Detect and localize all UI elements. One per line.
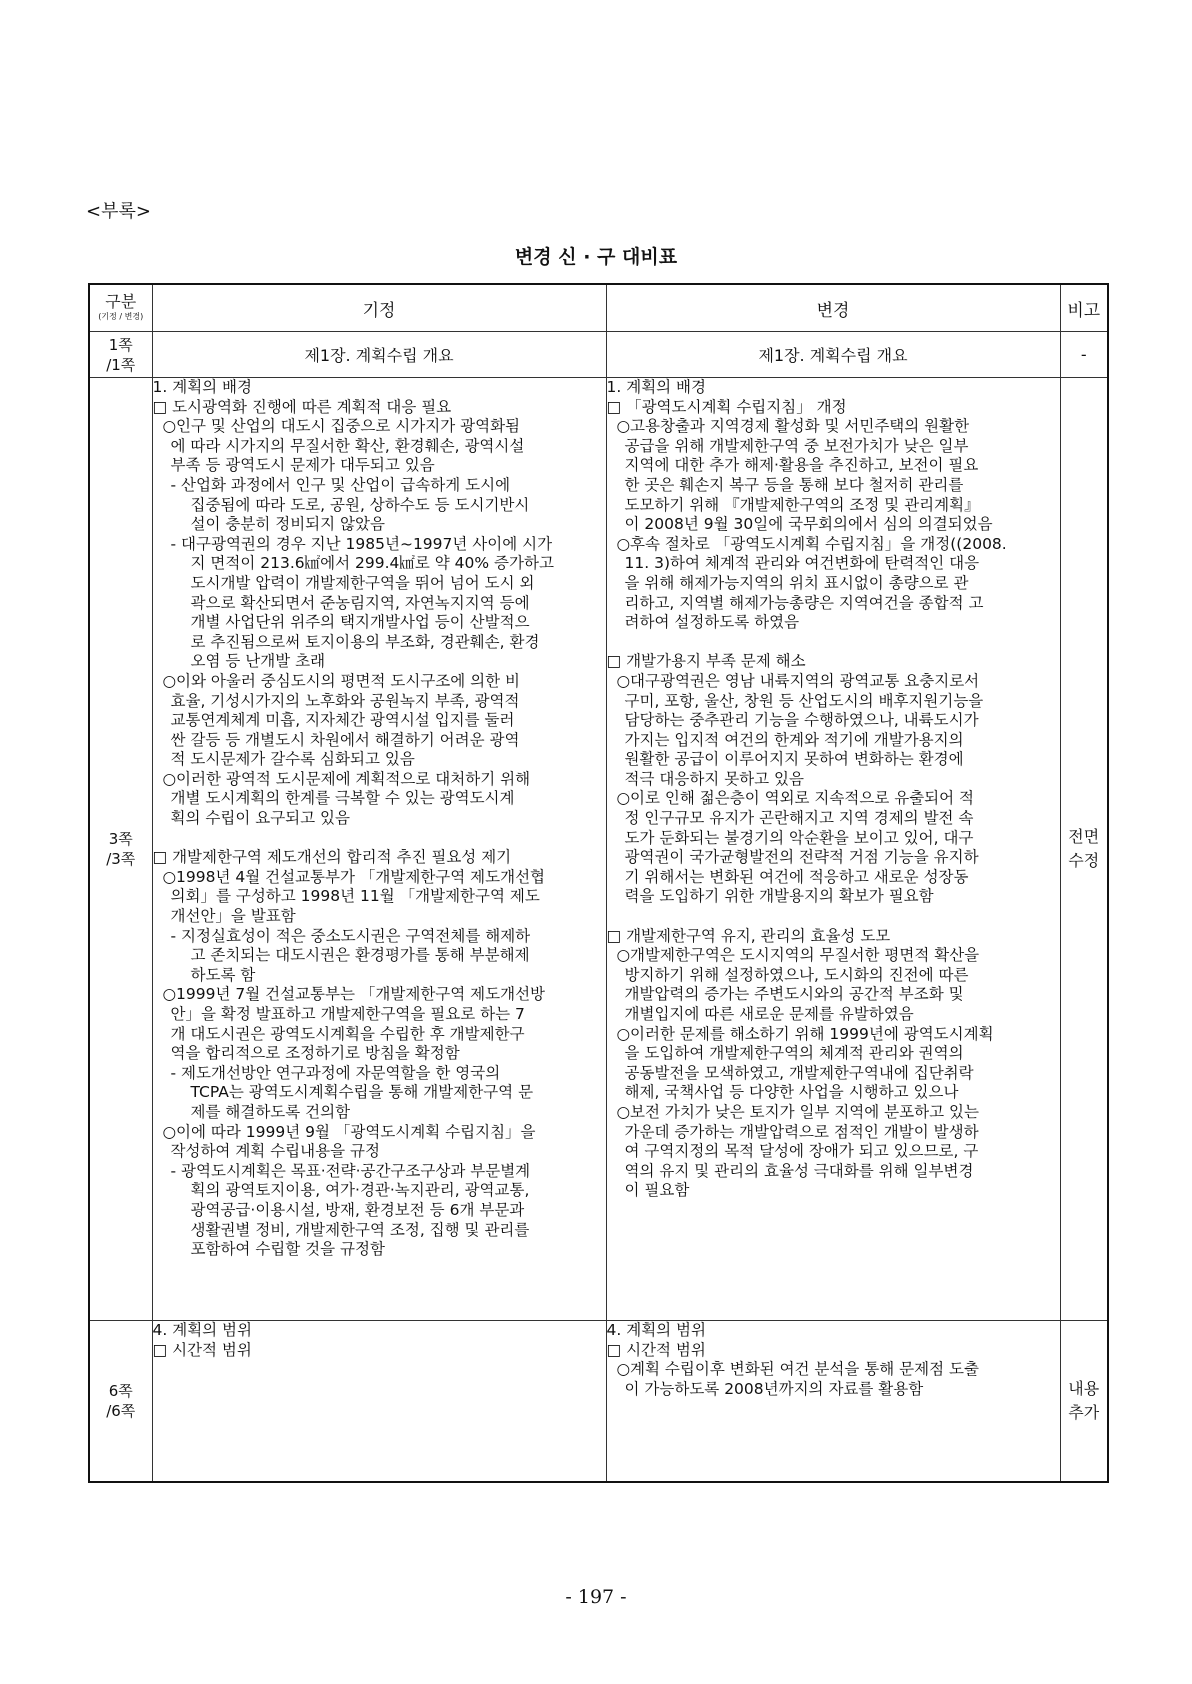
spacer <box>607 907 1060 927</box>
text-line: - 광역도시계획은 목표·전략·공간구조구상과 부문별계 <box>170 1161 531 1180</box>
text-line: 역을 합리적으로 조정하기로 방침을 확정함 <box>170 1044 460 1063</box>
text-line: 한 곳은 훼손지 복구 등을 통해 보다 철저히 관리를 <box>624 475 964 494</box>
row2-new-lines <box>607 378 1060 1201</box>
text-line: 도모하기 위해 『개발제한구역의 조정 및 관리계획』 <box>624 495 980 514</box>
row2-page-b: /3쪽 <box>106 850 136 868</box>
row1-page <box>89 332 152 378</box>
row2-old-lines <box>153 378 606 1260</box>
text-line: TCPA는 광역도시계획수립을 통해 개발제한구역 문 <box>190 1083 534 1102</box>
text-line: ○보전 가치가 낮은 토지가 일부 지역에 분포하고 있는 <box>616 1102 979 1121</box>
row2-note-a: 전면 <box>1068 827 1100 846</box>
text-line: □ 도시광역화 진행에 따른 계획적 대응 필요 <box>152 397 452 416</box>
text-line: 포함하여 수립할 것을 규정함 <box>190 1240 385 1259</box>
text-line: 효율, 기성시가지의 노후화와 공원녹지 부족, 광역적 <box>170 691 520 710</box>
text-line: 적극 대응하지 못하고 있음 <box>624 769 804 788</box>
text-line: 개별입지에 따른 새로운 문제를 유발하였음 <box>624 1005 914 1023</box>
text-line: 하도록 함 <box>190 965 256 984</box>
row2-new-content <box>606 378 1060 1321</box>
header-gubun-sublabel: (기정 / 변경) <box>98 312 144 321</box>
text-line: 개 대도시권은 광역도시계획을 수립한 후 개발제한구 <box>170 1024 525 1043</box>
text-line: 해제, 국책사업 등 다양한 사업을 시행하고 있으나 <box>624 1083 959 1102</box>
text-line: 기 위해서는 변화된 여건에 적응하고 새로운 성장동 <box>624 867 969 886</box>
row2-note <box>1060 378 1108 1321</box>
row2-page-a: 3쪽 <box>108 830 133 848</box>
text-line: 곽으로 확산되면서 준농림지역, 자연녹지지역 등에 <box>190 593 530 612</box>
text-line: - 제도개선방안 연구과정에 자문역할을 한 영국의 <box>170 1063 501 1082</box>
text-line: 1. 계획의 배경 <box>152 378 253 396</box>
text-line: ○계획 수립이후 변화된 여건 분석을 통해 문제점 도출 <box>616 1360 979 1379</box>
text-line: ○이러한 광역적 도시문제에 계획적으로 대처하기 위해 <box>162 769 531 788</box>
text-line: 집중됨에 따라 도로, 공원, 상하수도 등 도시기반시 <box>190 495 530 514</box>
row3-note-a: 내용 <box>1068 1378 1100 1398</box>
text-line: 4. 계획의 범위 <box>606 1321 707 1339</box>
text-line: 도시개발 압력이 개발제한구역을 뛰어 넘어 도시 외 <box>190 573 535 592</box>
text-line: ○인구 및 산업의 대도시 집중으로 시가지가 광역화됨 <box>162 417 521 436</box>
text-line: □ 개발제한구역 유지, 관리의 효율성 도모 <box>606 926 891 945</box>
document-title: 변경 신 · 구 대비표 <box>514 246 678 268</box>
row3-page-a: 6쪽 <box>108 1381 133 1400</box>
text-line: □ 시간적 범위 <box>152 1340 252 1359</box>
text-line: 광역권이 국가균형발전의 전략적 거점 기능을 유지하 <box>624 848 979 867</box>
text-line: 가지는 입지적 여건의 한계와 적기에 개발가용지의 <box>624 730 964 749</box>
text-line: 을 위해 해제가능지역의 위치 표시없이 총량으로 관 <box>624 573 969 592</box>
text-line: - 지정실효성이 적은 중소도시권은 구역전체를 해제하 <box>170 926 531 945</box>
text-line: 오염 등 난개발 초래 <box>190 652 326 671</box>
header-gubun-label: 구분 <box>105 292 137 311</box>
text-line: 설이 충분히 정비되지 않았음 <box>190 515 385 534</box>
row3-new-lines <box>607 1321 1060 1399</box>
header-old: 기정 <box>152 284 606 332</box>
text-line: 을 도입하여 개발제한구역의 체계적 관리와 권역의 <box>624 1044 964 1063</box>
row3-old-lines <box>153 1321 606 1360</box>
text-line: 원활한 공급이 이루어지지 못하여 변화하는 환경에 <box>624 750 964 769</box>
row2-note-b: 수정 <box>1068 851 1100 870</box>
text-line: 리하고, 지역별 해제가능총량은 지역여건을 종합적 고 <box>624 593 984 612</box>
text-line: 력을 도입하기 위한 개발용지의 확보가 필요함 <box>624 887 934 906</box>
row2-page <box>89 378 152 1321</box>
row1-note: - <box>1060 332 1108 378</box>
header-new: 변경 <box>606 284 1060 332</box>
text-line: 가운데 증가하는 개발압력으로 점적인 개발이 발생하 <box>624 1122 979 1141</box>
appendix-label: <부록> <box>86 201 151 222</box>
text-line: 에 따라 시가지의 무질서한 확산, 환경훼손, 광역시설 <box>170 436 525 455</box>
text-line: 광역공급·이용시설, 방재, 환경보전 등 6개 부문과 <box>190 1200 525 1219</box>
header-note: 비고 <box>1060 284 1108 332</box>
text-line: 작성하여 계획 수립내용을 규정 <box>170 1142 380 1161</box>
text-line: □ 시간적 범위 <box>606 1340 706 1359</box>
text-line: 싼 갈등 등 개별도시 차원에서 해결하기 어려운 광역 <box>170 730 520 749</box>
text-line: 획의 광역토지이용, 여가·경관·녹지관리, 광역교통, <box>190 1181 530 1200</box>
text-line: 려하여 설정하도록 하였음 <box>624 613 800 632</box>
text-line: ○이로 인해 젊은층이 역외로 지속적으로 유출되어 적 <box>616 789 975 808</box>
row1-page-a: 1쪽 <box>108 335 133 354</box>
text-line: □ 「광역도시계획 수립지침」 개정 <box>606 397 847 416</box>
text-line: □ 개발가용지 부족 문제 해소 <box>606 652 806 671</box>
text-line: ○대구광역권은 영남 내륙지역의 광역교통 요충지로서 <box>616 671 980 690</box>
text-line: ○고용창출과 지역경제 활성화 및 서민주택의 원활한 <box>616 417 970 436</box>
row3-page-b: /6쪽 <box>106 1401 136 1420</box>
text-line: 이 2008년 9월 30일에 국무회의에서 심의 의결되었음 <box>624 515 993 534</box>
spacer <box>607 633 1060 653</box>
text-line: 방지하기 위해 설정하였으나, 도시화의 진전에 따른 <box>624 965 969 984</box>
text-line: 이 가능하도록 2008년까지의 자료를 활용함 <box>624 1379 924 1398</box>
text-line: 고 존치되는 대도시권은 환경평가를 통해 부분해제 <box>190 946 530 965</box>
text-line: ○이와 아울러 중심도시의 평면적 도시구조에 의한 비 <box>162 671 521 690</box>
text-line: 4. 계획의 범위 <box>152 1321 253 1339</box>
text-line: 공동발전을 모색하였고, 개발제한구역내에 집단취락 <box>624 1063 974 1082</box>
row3-old-content <box>152 1321 606 1482</box>
page-number: - 197 - <box>565 1586 627 1608</box>
text-line: 역의 유지 및 관리의 효율성 극대화를 위해 일부변경 <box>624 1161 974 1180</box>
text-line: 개별 도시계획의 한계를 극복할 수 있는 광역도시계 <box>170 789 515 808</box>
text-line: 지 면적이 213.6㎢에서 299.4㎢로 약 40% 증가하고 <box>190 554 554 573</box>
text-line: 11. 3)하여 체계적 관리와 여건변화에 탄력적인 대응 <box>624 554 980 573</box>
text-line: 여 구역지정의 목적 달성에 장애가 되고 있으므로, 구 <box>624 1142 979 1161</box>
text-line: ○이러한 문제를 해소하기 위해 1999년에 광역도시계획 <box>616 1024 994 1043</box>
text-line: ○이에 따라 1999년 9월 「광역도시계획 수립지침」을 <box>162 1122 536 1141</box>
text-line: - 산업화 과정에서 인구 및 산업이 급속하게 도시에 <box>170 475 511 494</box>
text-line: - 대구광역권의 경우 지난 1985년~1997년 사이에 시가 <box>170 534 553 553</box>
row3-page <box>89 1321 152 1482</box>
table-row <box>89 378 1108 1321</box>
row3-note-b: 추가 <box>1068 1402 1100 1422</box>
header-gubun <box>89 284 152 332</box>
text-line: 로 추진됨으로써 토지이용의 부조화, 경관훼손, 환경 <box>190 632 540 651</box>
text-line: 부족 등 광역도시 문제가 대두되고 있음 <box>170 456 435 475</box>
text-line: 개선안」을 발표함 <box>170 907 296 926</box>
text-line: 담당하는 중추관리 기능을 수행하였으나, 내륙도시가 <box>624 711 979 730</box>
text-line: ○후속 절차로 「광역도시계획 수립지침」을 개정((2008. <box>616 534 1007 553</box>
text-line: 개별 사업단위 위주의 택지개발사업 등이 산발적으 <box>190 613 530 632</box>
text-line: 획의 수립이 요구되고 있음 <box>170 809 350 828</box>
text-line: 구미, 포항, 울산, 창원 등 산업도시의 배후지원기능을 <box>624 691 984 710</box>
header-row <box>89 284 1108 332</box>
table-row <box>89 332 1108 378</box>
text-line: ○1999년 7월 건설교통부는 「개발제한구역 제도개선방 <box>162 985 546 1004</box>
text-line: 이 필요함 <box>624 1181 690 1200</box>
row1-new: 제1장. 계획수립 개요 <box>606 332 1060 378</box>
row3-note <box>1060 1321 1108 1482</box>
spacer <box>153 829 606 849</box>
row2-old-content <box>152 378 606 1321</box>
row3-new-content <box>606 1321 1060 1482</box>
text-line: 공급을 위해 개발제한구역 중 보전가치가 낮은 일부 <box>624 436 969 455</box>
row1-page-b: /1쪽 <box>106 355 136 374</box>
text-line: ○개발제한구역은 도시지역의 무질서한 평면적 확산을 <box>616 946 980 965</box>
text-line: 1. 계획의 배경 <box>606 378 707 396</box>
text-line: 안」을 확정 발표하고 개발제한구역을 필요로 하는 7 <box>170 1005 525 1023</box>
text-line: 정 인구규모 유지가 곤란해지고 지역 경제의 발전 속 <box>624 809 974 828</box>
text-line: 제를 해결하도록 건의함 <box>190 1102 351 1121</box>
text-line: 적 도시문제가 갈수록 심화되고 있음 <box>170 750 415 769</box>
text-line: 의회」를 구성하고 1998년 11월 「개발제한구역 제도 <box>170 887 540 906</box>
text-line: □ 개발제한구역 제도개선의 합리적 추진 필요성 제기 <box>152 848 512 867</box>
text-line: 개발압력의 증가는 주변도시와의 공간적 부조화 및 <box>624 985 964 1004</box>
text-line: 도가 둔화되는 불경기의 악순환을 보이고 있어, 대구 <box>624 828 974 847</box>
table-row <box>89 1321 1108 1482</box>
text-line: 생활권별 정비, 개발제한구역 조정, 집행 및 관리를 <box>190 1220 530 1239</box>
text-line: 교통연계체계 미흡, 지자체간 광역시설 입지를 둘러 <box>170 711 515 730</box>
row1-old: 제1장. 계획수립 개요 <box>152 332 606 378</box>
comparison-table <box>88 283 1109 1483</box>
text-line: 지역에 대한 추가 해제·활용을 추진하고, 보전이 필요 <box>624 456 979 475</box>
text-line: ○1998년 4월 건설교통부가 「개발제한구역 제도개선협 <box>162 867 546 886</box>
